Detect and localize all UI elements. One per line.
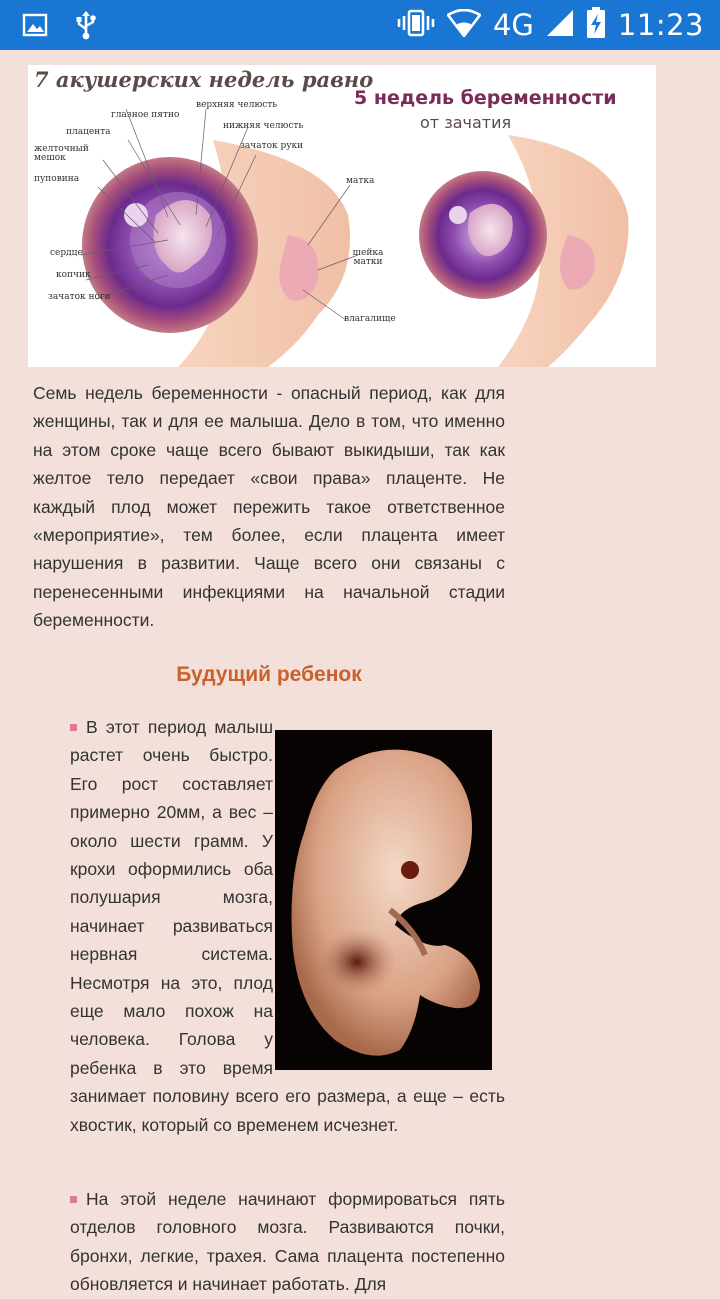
hero-subtitle-right: от зачатия (420, 113, 512, 132)
embryo-diagram-image (28, 65, 656, 367)
label-cervix: шейка матки (352, 248, 384, 267)
label-tail: копчик (56, 270, 91, 280)
label-heart: сердце (50, 248, 83, 258)
label-placenta: плацента (66, 127, 111, 137)
vibrate-icon (397, 8, 435, 43)
hero-title-left: 7 акушерских недель равно (34, 67, 374, 92)
label-leg-bud: зачаток ноги (48, 292, 111, 302)
label-yolk-sac: желточный мешок (34, 144, 89, 163)
clock: 11:23 (617, 8, 704, 42)
bullet-paragraph-1 (70, 713, 505, 1139)
network-type: 4G (492, 8, 534, 42)
image-icon (22, 12, 48, 43)
label-lower-jaw: нижняя челюсть (223, 121, 304, 131)
label-arm-bud: зачаток руки (240, 141, 304, 151)
image-float-spacer (273, 713, 505, 1080)
bullet-1-text: В этот период малыш растет очень быстро. Его рост составляет примерно 20мм, а вес – около шести грамм. У крохи оформились оба полушария мозга, начинает развиваться нервная система. Несмотря на это, плод еще мало похож на человека. Голова у ребенка в это время занимает половину всего его размера, а еще – есть хвостик, который со временем исчезнет. (70, 717, 505, 1135)
intro-paragraph: Семь недель беременности - опасный период, как для женщины, так и для ее малыша. Дело в том, что именно на этом сроке чаще всего бывают выкидыши, так как желтое тело передает «свои права» плаценте. Не каждый плод может пережить такое ответственное «мероприятие», тем более, если плацента имеет нарушения в развитии. Чаще всего они связаны с перенесенными инфекциями на начальной стадии беременности. (33, 383, 505, 631)
bullet-marker-icon (70, 724, 77, 731)
wifi-icon (447, 9, 481, 42)
usb-icon (74, 10, 98, 45)
bullet-paragraph-2 (70, 1185, 505, 1299)
label-umbilical: пуповина (34, 174, 80, 184)
label-eye: глазное пятно (111, 110, 180, 120)
status-bar (0, 0, 720, 50)
label-vagina: влагалище (344, 314, 396, 324)
bullet-2-text: На этой неделе начинают формироваться пять отделов головного мозга. Развиваются почки, бронхи, легкие, трахея. Сама плацента постепенно обновляется и начинает работать. Для (70, 1189, 505, 1295)
hero-title-right: 5 недель беременности (354, 87, 617, 109)
section-heading: Будущий ребенок (176, 663, 362, 686)
bullet-marker-icon (70, 1196, 77, 1203)
battery-charging-icon (586, 7, 606, 44)
label-upper-jaw: верхняя челюсть (196, 100, 278, 110)
label-uterus: матка (346, 176, 375, 186)
signal-icon (546, 9, 574, 42)
